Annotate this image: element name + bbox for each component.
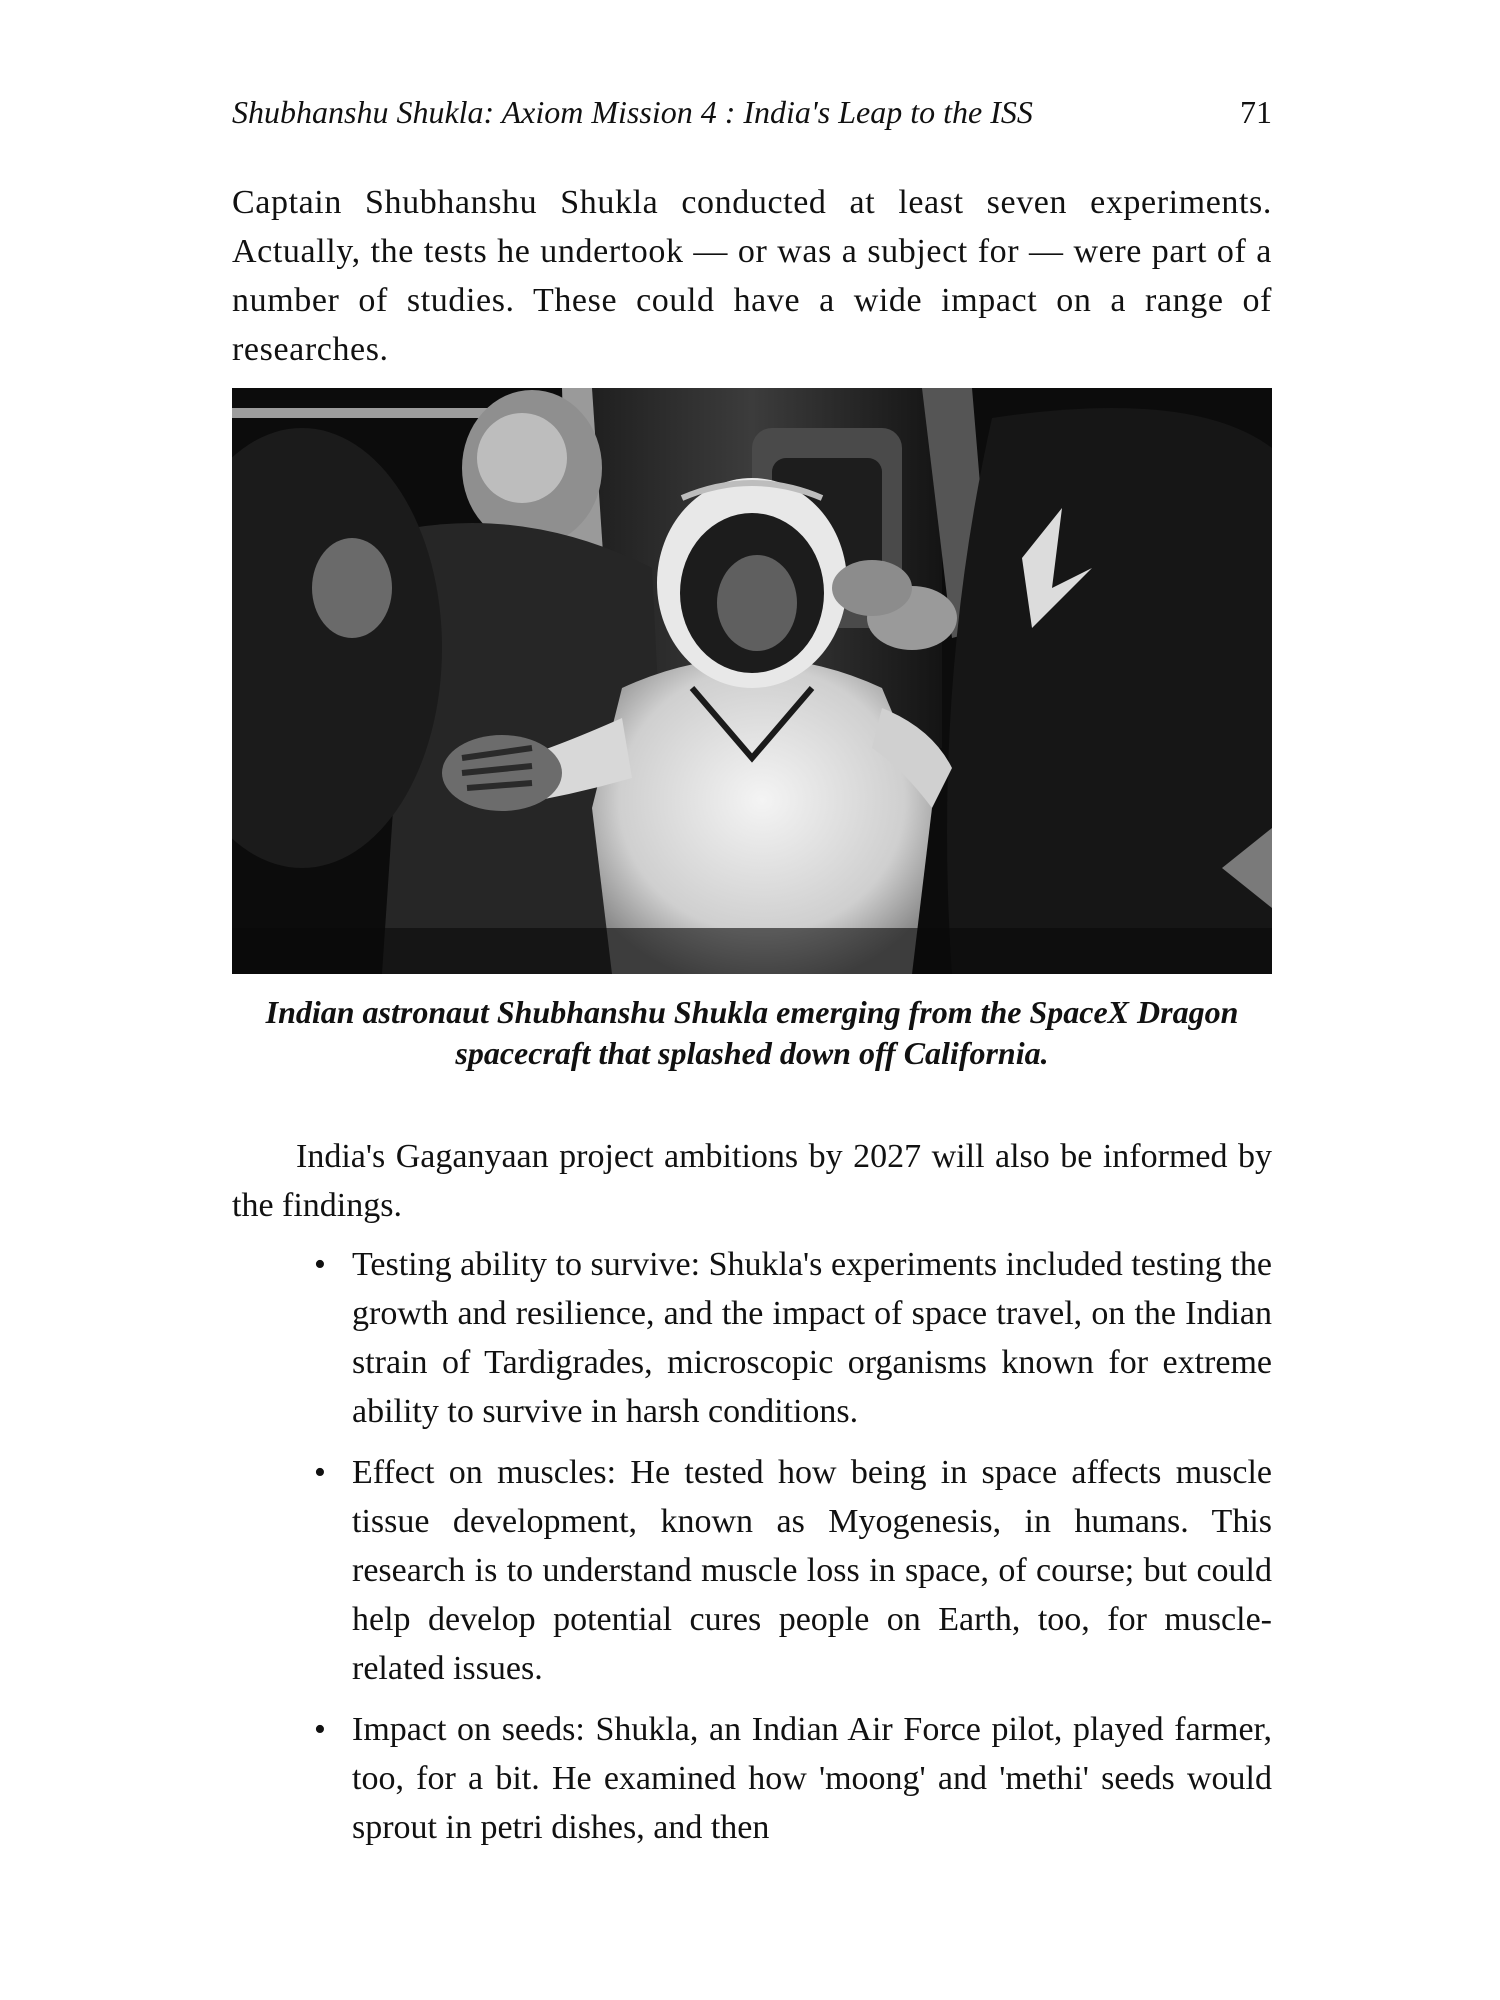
gaganyaan-paragraph: India's Gaganyaan project ambitions by 2027 will also be informed by the findings. bbox=[232, 1138, 1272, 1224]
experiments-list bbox=[232, 1240, 1272, 1864]
list-item-text: Impact on seeds: Shukla, an Indian Air Force pilot, played farmer, too, for a bit. He examined how 'moong' and 'methi' seeds would sprout in petri dishes, and then bbox=[352, 1711, 1272, 1846]
intro-paragraph: Captain Shubhanshu Shukla conducted at least seven experiments. Actually, the tests he undertook — or was a subject for — were part of a number of studies. These could have a wide impact on a range of researches. bbox=[232, 184, 1272, 368]
bullet-marker: • bbox=[314, 1711, 326, 1748]
list-item bbox=[232, 1448, 1272, 1693]
running-head bbox=[232, 90, 1272, 134]
list-item bbox=[232, 1705, 1272, 1852]
astronaut-photo bbox=[232, 388, 1272, 974]
list-item bbox=[232, 1240, 1272, 1436]
list-item-text: Testing ability to survive: Shukla's experiments included testing the growth and resilience, and the impact of space travel, on the Indian strain of Tardigrades, microscopic organisms known for extreme ability to survive in harsh conditions. bbox=[352, 1246, 1272, 1430]
list-item-text: Effect on muscles: He tested how being in space affects muscle tissue development, known as Myogenesis, in humans. This research is to understand muscle loss in space, of course; but could help develop potential cures people on Earth, too, for muscle-related issues. bbox=[352, 1454, 1272, 1687]
bullet-marker: • bbox=[314, 1454, 326, 1491]
figure-caption: Indian astronaut Shubhanshu Shukla emerging from the SpaceX Dragon spacecraft that splashed down off California. bbox=[265, 994, 1239, 1071]
bullet-marker: • bbox=[314, 1246, 326, 1283]
running-title: Shubhanshu Shukla: Axiom Mission 4 : India's Leap to the ISS bbox=[232, 94, 1033, 130]
astronaut-photo-illustration bbox=[232, 388, 1272, 974]
page-number: 71 bbox=[1240, 94, 1272, 130]
